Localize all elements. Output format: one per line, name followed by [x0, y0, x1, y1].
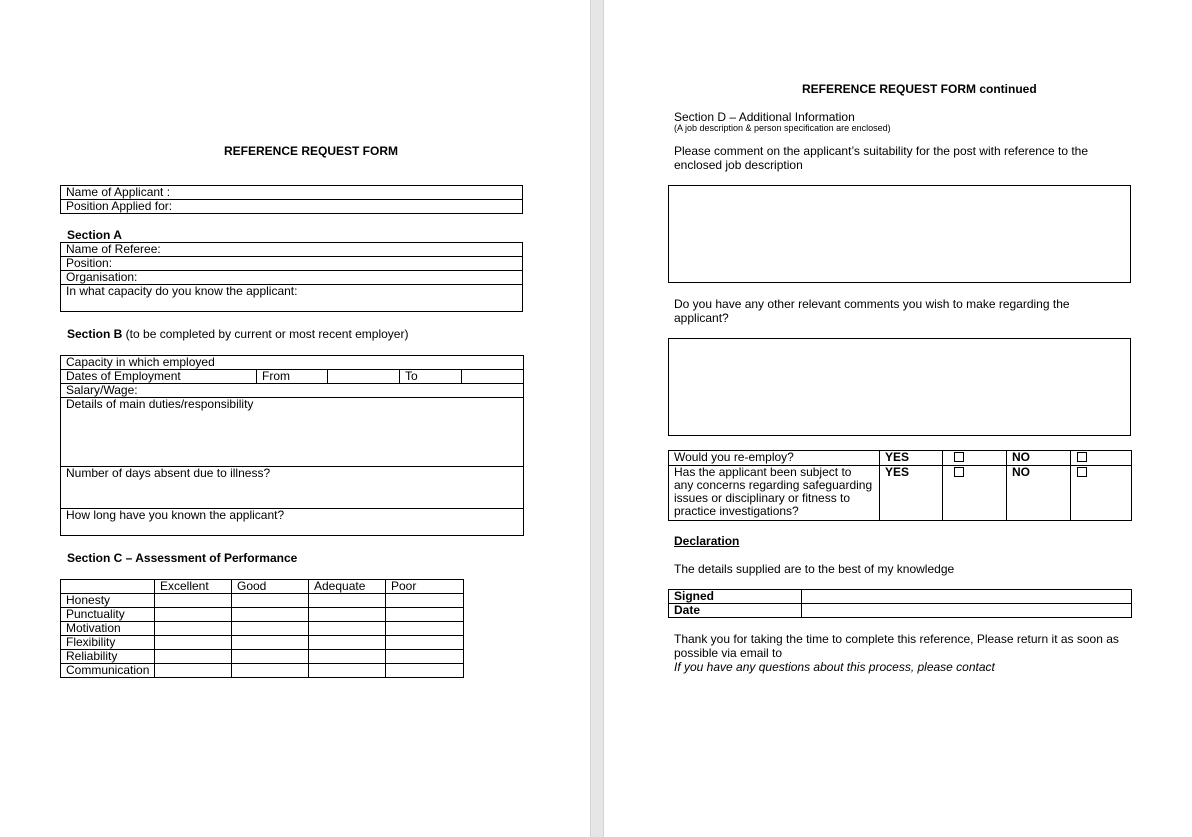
rating-cell[interactable]	[155, 636, 232, 650]
page-gutter	[590, 0, 604, 837]
rating-cell[interactable]	[232, 622, 309, 636]
rating-cell[interactable]	[155, 664, 232, 678]
dates-employment-label: Dates of Employment	[61, 370, 257, 384]
rating-cell[interactable]	[155, 608, 232, 622]
signed-field[interactable]	[802, 590, 1132, 604]
reemploy-question: Would you re-employ?	[669, 451, 880, 466]
reemploy-yes-checkbox[interactable]	[954, 452, 964, 462]
section-d-note: (A job description & person specification are enclosed)	[674, 123, 891, 133]
safeguarding-no-checkbox[interactable]	[1077, 467, 1087, 477]
signature-table	[668, 589, 1132, 618]
assessment-row-label: Motivation	[61, 622, 155, 636]
suitability-comment-box[interactable]	[668, 185, 1131, 283]
section-b-table	[60, 355, 524, 536]
section-b-title: Section B	[67, 327, 123, 341]
rating-cell[interactable]	[386, 664, 464, 678]
rating-cell[interactable]	[155, 594, 232, 608]
rating-cell[interactable]	[232, 664, 309, 678]
applicant-table	[60, 185, 523, 214]
duties-field[interactable]: Details of main duties/responsibility	[61, 398, 524, 467]
rating-cell[interactable]	[386, 636, 464, 650]
salary-field[interactable]: Salary/Wage:	[61, 384, 524, 398]
assessment-row-label: Flexibility	[61, 636, 155, 650]
signed-label: Signed	[669, 590, 802, 604]
rating-cell[interactable]	[309, 664, 386, 678]
from-date-field[interactable]	[328, 370, 400, 384]
assessment-row-label: Honesty	[61, 594, 155, 608]
rating-cell[interactable]	[309, 636, 386, 650]
rating-cell[interactable]	[232, 608, 309, 622]
reemploy-table	[668, 450, 1132, 521]
closing-contact: If you have any questions about this process, please contact	[674, 660, 995, 674]
assessment-row	[61, 594, 464, 608]
safeguarding-yes-checkbox[interactable]	[954, 467, 964, 477]
rating-cell[interactable]	[155, 622, 232, 636]
rating-cell[interactable]	[309, 650, 386, 664]
from-label: From	[257, 370, 328, 384]
known-duration-field[interactable]: How long have you known the applicant?	[61, 509, 524, 536]
assessment-header-cell: Adequate	[309, 580, 386, 594]
declaration-heading: Declaration	[674, 534, 740, 548]
assessment-row	[61, 636, 464, 650]
assessment-row	[61, 622, 464, 636]
assessment-row	[61, 664, 464, 678]
safeguarding-yes-cell	[943, 466, 1007, 521]
assessment-row-label: Punctuality	[61, 608, 155, 622]
section-a-table	[60, 242, 523, 312]
rating-cell[interactable]	[386, 594, 464, 608]
to-label: To	[400, 370, 462, 384]
assessment-row	[61, 650, 464, 664]
section-a-heading: Section A	[67, 228, 122, 242]
referee-position-field[interactable]: Position:	[61, 257, 523, 271]
reemploy-yes-cell	[943, 451, 1007, 466]
assessment-row-label: Reliability	[61, 650, 155, 664]
rating-cell[interactable]	[232, 636, 309, 650]
reemploy-no-cell	[1071, 451, 1132, 466]
assessment-row-label: Communication	[61, 664, 155, 678]
other-comments-question: Do you have any other relevant comments you wish to make regarding the applicant?	[674, 297, 1070, 325]
closing-thanks: Thank you for taking the time to complete this reference, Please return it as soon as possible via email to	[674, 632, 1119, 660]
rating-cell[interactable]	[155, 650, 232, 664]
safeguarding-no-cell	[1071, 466, 1132, 521]
assessment-header-cell	[61, 580, 155, 594]
rating-cell[interactable]	[309, 622, 386, 636]
section-b-heading	[67, 327, 408, 341]
page-right	[604, 0, 1192, 837]
rating-cell[interactable]	[232, 650, 309, 664]
reemploy-no-checkbox[interactable]	[1077, 452, 1087, 462]
assessment-header-cell: Good	[232, 580, 309, 594]
assessment-table	[60, 579, 464, 678]
assessment-header-row	[61, 580, 464, 594]
organisation-field[interactable]: Organisation:	[61, 271, 523, 285]
absence-field[interactable]: Number of days absent due to illness?	[61, 467, 524, 509]
rating-cell[interactable]	[232, 594, 309, 608]
date-field[interactable]	[802, 604, 1132, 618]
suitability-question: Please comment on the applicant’s suitability for the post with reference to the enclosed job description	[674, 144, 1089, 172]
page-left	[0, 0, 590, 837]
no-label: NO	[1007, 466, 1071, 521]
position-applied-field[interactable]: Position Applied for:	[61, 200, 523, 214]
no-label: NO	[1007, 451, 1071, 466]
to-date-field[interactable]	[462, 370, 524, 384]
rating-cell[interactable]	[386, 650, 464, 664]
rating-cell[interactable]	[309, 608, 386, 622]
section-b-note: (to be completed by current or most recent employer)	[122, 327, 409, 341]
yes-label: YES	[880, 466, 943, 521]
assessment-row	[61, 608, 464, 622]
yes-label: YES	[880, 451, 943, 466]
rating-cell[interactable]	[386, 622, 464, 636]
declaration-text: The details supplied are to the best of my knowledge	[674, 562, 955, 576]
capacity-known-field[interactable]: In what capacity do you know the applicant:	[61, 285, 523, 312]
rating-cell[interactable]	[309, 594, 386, 608]
form-title-continued: REFERENCE REQUEST FORM continued	[802, 82, 1037, 96]
section-c-heading: Section C – Assessment of Performance	[67, 551, 298, 565]
referee-name-field[interactable]: Name of Referee:	[61, 243, 523, 257]
assessment-header-cell: Poor	[386, 580, 464, 594]
date-label: Date	[669, 604, 802, 618]
form-title: REFERENCE REQUEST FORM	[224, 144, 399, 158]
safeguarding-question: Has the applicant been subject to any concerns regarding safeguarding issues or disciplinary or fitness to practice investigations?	[669, 466, 880, 521]
other-comments-box[interactable]	[668, 338, 1131, 436]
rating-cell[interactable]	[386, 608, 464, 622]
section-d-heading: Section D – Additional Information	[674, 110, 855, 124]
applicant-name-field[interactable]: Name of Applicant :	[61, 186, 523, 200]
assessment-header-cell: Excellent	[155, 580, 232, 594]
capacity-employed-field[interactable]: Capacity in which employed	[61, 356, 524, 370]
